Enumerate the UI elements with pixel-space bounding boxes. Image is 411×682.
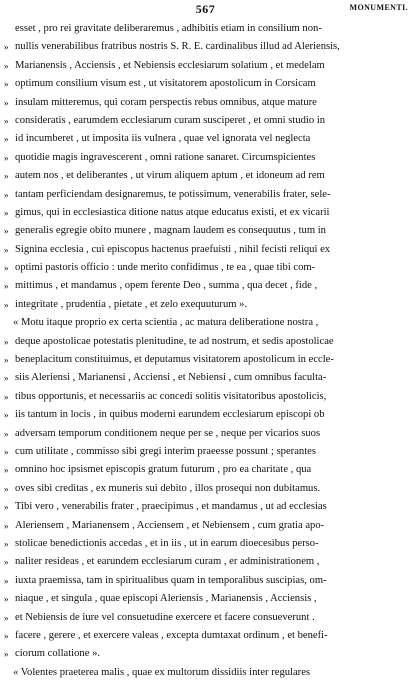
line-text: tibus opportunis, et necessariis ac concedi solitis visitatoribus apostolicis, bbox=[15, 390, 327, 402]
text-line bbox=[0, 535, 411, 553]
text-line bbox=[0, 167, 411, 185]
quote-mark: » bbox=[4, 263, 9, 274]
text-line bbox=[0, 461, 411, 479]
quote-mark: » bbox=[4, 299, 9, 310]
line-text: « Volentes praeterea malis , quae ex multorum dissidiis inter regulares bbox=[13, 666, 311, 678]
quote-mark: » bbox=[4, 410, 9, 421]
line-text: omnino hoc ipsismet episcopis gratum futurum , pro ea charitate , qua bbox=[15, 464, 312, 476]
line-text: nullis venerabilibus fratribus nostris S. R. E. cardinalibus illud ad Aleriensis, bbox=[15, 41, 340, 53]
text-line bbox=[0, 425, 411, 443]
text-line bbox=[0, 498, 411, 516]
line-text: niaque , et singula , quae episcopi Aleriensis , Marianensis , Acciensis , bbox=[15, 593, 317, 605]
text-line bbox=[0, 572, 411, 590]
line-text: facere , gerere , et exercere valeas , excepta dumtaxat ordinum , et benefi- bbox=[15, 629, 328, 641]
text-line bbox=[0, 241, 411, 259]
quote-mark: » bbox=[4, 171, 9, 182]
line-text: cum utilitate , commisso sibi gregi interim praeesse possunt ; sperantes bbox=[15, 445, 316, 457]
line-text: Marianensis , Acciensis , et Nebiensis ecclesiarum solatium , et medelam bbox=[15, 59, 325, 71]
quote-mark: » bbox=[4, 575, 9, 586]
quote-mark: » bbox=[4, 134, 9, 145]
quote-mark: » bbox=[4, 594, 9, 605]
line-text: beneplacitum constituimus, et deputamus visitatorem apostolicum in eccle- bbox=[15, 354, 334, 366]
line-text: iuxta praemissa, tam in spiritualibus quam in temporalibus suscipias, om- bbox=[15, 574, 327, 586]
text-line bbox=[0, 590, 411, 608]
line-text: mittimus , et mandamus , opem ferente Deo , summa , qua decet , fide , bbox=[15, 280, 318, 292]
text-line bbox=[0, 406, 411, 424]
line-text: ciorum collatione ». bbox=[15, 648, 101, 660]
text-line bbox=[0, 149, 411, 167]
text-line bbox=[0, 480, 411, 498]
text-line bbox=[0, 351, 411, 369]
text-line bbox=[0, 664, 411, 682]
line-text: consideratis , earumdem ecclesiarum curam susciperet , et omni studio in bbox=[15, 114, 326, 126]
quote-mark: » bbox=[4, 391, 9, 402]
line-text: et Nebiensis de iure vel consuetudine exercere et facere consueverunt . bbox=[15, 611, 315, 623]
text-line bbox=[0, 112, 411, 130]
text-line bbox=[0, 553, 411, 571]
text-line bbox=[0, 333, 411, 351]
line-text: integritate , prudentia , pietate , et zelo exequuturum ». bbox=[15, 298, 248, 310]
line-text: naliter resideas , et earundem ecclesiarum curam , er administrationem , bbox=[15, 556, 320, 568]
line-text: esset , pro rei gravitate deliberaremus , adhibitis etiam in consilium non- bbox=[15, 23, 322, 34]
text-line bbox=[0, 94, 411, 112]
quote-mark: » bbox=[4, 612, 9, 623]
text-line bbox=[0, 75, 411, 93]
text-line bbox=[0, 443, 411, 461]
quote-mark: » bbox=[4, 281, 9, 292]
quote-mark: » bbox=[4, 483, 9, 494]
text-line bbox=[0, 609, 411, 627]
running-head: MONUMENTI. bbox=[349, 3, 408, 12]
text-line bbox=[0, 314, 411, 332]
line-text: tantam perficiendam designaremus, te potissimum, venerabilis frater, sele- bbox=[15, 188, 331, 200]
line-text: « Motu itaque proprio ex certa scientia , ac matura deliberatione nostra , bbox=[13, 317, 319, 329]
line-text: quotidie magis ingravescerent , omni ratione sanaret. Circumspicientes bbox=[15, 151, 316, 163]
quote-mark: » bbox=[4, 79, 9, 90]
quote-mark: » bbox=[4, 60, 9, 71]
quote-mark: » bbox=[4, 520, 9, 531]
text-line bbox=[0, 204, 411, 222]
text-line bbox=[0, 259, 411, 277]
line-text: insulam mitteremus, qui coram perspectis rebus omnibus, atque mature bbox=[15, 96, 317, 108]
text-line bbox=[0, 130, 411, 148]
line-text: Aleriensem , Marianensem , Acciensem , et Nebiensem , cum gratia apo- bbox=[15, 519, 325, 531]
quote-mark: » bbox=[4, 97, 9, 108]
line-text: Tibi vero , venerabilis frater , praecipimus , et mandamus , ut ad ecclesias bbox=[15, 501, 327, 513]
quote-mark: » bbox=[4, 115, 9, 126]
quote-mark: » bbox=[4, 336, 9, 347]
line-text: generalis egregie obito munere , magnam laudem es consequutus , tum in bbox=[15, 225, 326, 237]
line-text: gimus, qui in ecclesiastica ditione natus atque educatus existi, et ex vicarii bbox=[15, 206, 330, 218]
quote-mark: » bbox=[4, 244, 9, 255]
line-text: autem nos , et deliberantes , ut virum aliquem aptum , et idoneum ad rem bbox=[15, 170, 325, 182]
line-text: siis Aleriensi , Marianensi , Acciensi , et Nebiensi , cum omnibus faculta- bbox=[15, 372, 327, 384]
text-body bbox=[0, 20, 411, 682]
line-text: iis tantum in locis , in quibus moderni earundem ecclesiarum episcopi ob bbox=[15, 409, 325, 421]
line-text: oves sibi creditas , ex muneris sui debito , illos prosequi non dubitamus. bbox=[15, 482, 321, 494]
text-line bbox=[0, 57, 411, 75]
quote-mark: » bbox=[4, 355, 9, 366]
quote-mark: » bbox=[4, 152, 9, 163]
quote-mark: » bbox=[4, 226, 9, 237]
line-text: id incumberet , ut imposita iis vulnera , quae vel ignorata vel neglecta bbox=[15, 133, 311, 145]
text-line bbox=[0, 369, 411, 387]
text-line bbox=[0, 38, 411, 56]
text-line bbox=[0, 222, 411, 240]
line-text: stolicae benedictionis accedas , et in iis , ut in earum dioecesibus perso- bbox=[15, 537, 319, 549]
text-line bbox=[0, 277, 411, 295]
quote-mark: » bbox=[4, 189, 9, 200]
line-text: optimi pastoris officio : unde merito confidimus , te ea , quae tibi com- bbox=[15, 262, 316, 274]
quote-mark: » bbox=[4, 502, 9, 513]
quote-mark: » bbox=[4, 428, 9, 439]
line-text: optimum consilium visum est , ut visitatorem apostolicum in Corsicam bbox=[15, 78, 316, 90]
quote-mark: » bbox=[4, 538, 9, 549]
text-line bbox=[0, 627, 411, 645]
quote-mark: » bbox=[4, 42, 9, 53]
quote-mark: » bbox=[4, 557, 9, 568]
line-text: Signina ecclesia , cui episcopus hactenus praefuisti , nihil fecisti reliqui ex bbox=[15, 243, 331, 255]
quote-mark: » bbox=[4, 446, 9, 457]
text-line bbox=[0, 645, 411, 663]
quote-mark: » bbox=[4, 465, 9, 476]
quote-mark: » bbox=[4, 630, 9, 641]
text-line bbox=[0, 517, 411, 535]
quote-mark: » bbox=[4, 207, 9, 218]
line-text: adversam temporum conditionem neque per se , neque per vicarios suos bbox=[15, 427, 321, 439]
text-line bbox=[0, 186, 411, 204]
text-line bbox=[0, 296, 411, 314]
page-number: 567 bbox=[195, 2, 216, 16]
text-line bbox=[0, 20, 411, 38]
quote-mark: » bbox=[4, 649, 9, 660]
page-header bbox=[0, 2, 411, 16]
text-line bbox=[0, 388, 411, 406]
quote-mark: » bbox=[4, 373, 9, 384]
line-text: deque apostolicae potestatis plenitudine, te ad nostrum, et sedis apostolicae bbox=[15, 335, 334, 347]
